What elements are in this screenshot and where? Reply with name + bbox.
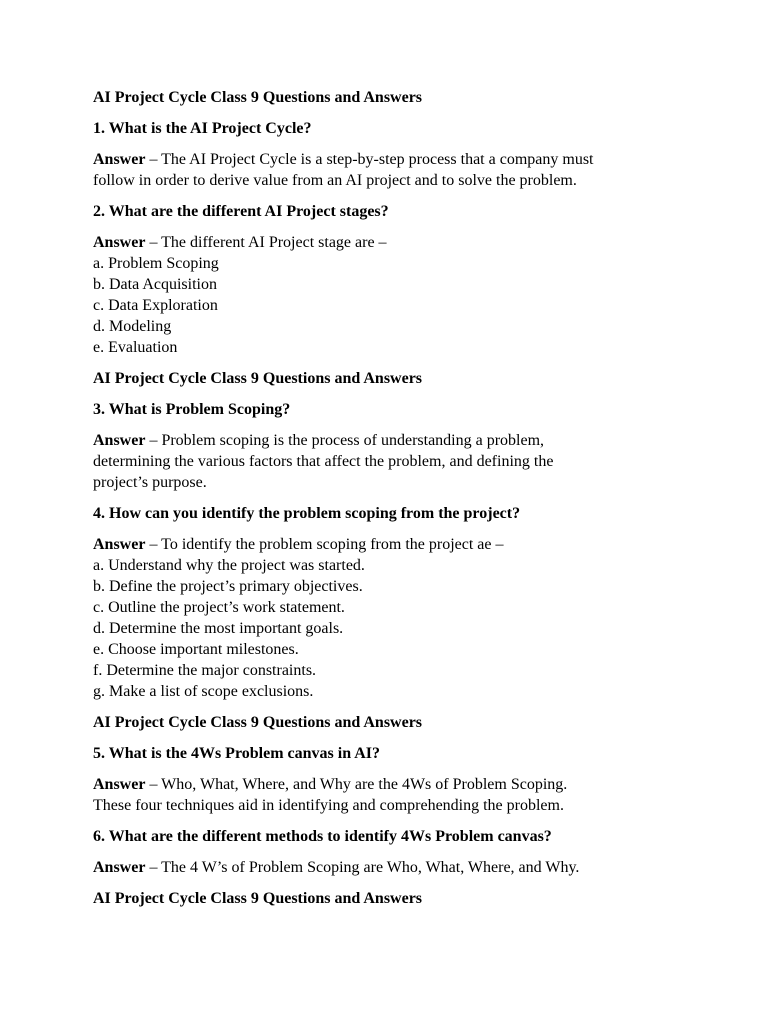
list-item: f. Determine the major constraints. (93, 662, 317, 679)
answer-label: Answer (93, 151, 146, 168)
answer-dash: – (145, 234, 162, 251)
answer-1-line-1: The AI Project Cycle is a step-by-step process that a company must (161, 151, 594, 168)
question-5: 5. What is the 4Ws Problem canvas in AI? (93, 745, 380, 762)
answer-5-line-2: These four techniques aid in identifying and comprehending the problem. (93, 797, 564, 814)
answer-label: Answer (93, 859, 146, 876)
list-item: b. Define the project’s primary objectives. (93, 578, 363, 595)
answer-dash: – (145, 859, 162, 876)
answer-3-line-1: Problem scoping is the process of understanding a problem, (161, 432, 545, 449)
answer-4 (93, 534, 728, 702)
answer-label: Answer (93, 776, 146, 793)
answer-2-intro-text: The different AI Project stage are – (161, 234, 387, 251)
list-item: a. Problem Scoping (93, 255, 219, 272)
answer-3-line-3: project’s purpose. (93, 474, 207, 491)
list-item: d. Modeling (93, 318, 172, 335)
question-4: 4. How can you identify the problem scoping from the project? (93, 505, 521, 522)
answer-dash: – (145, 432, 162, 449)
answer-label: Answer (93, 432, 146, 449)
list-item: a. Understand why the project was started. (93, 557, 365, 574)
question-2: 2. What are the different AI Project stages? (93, 203, 389, 220)
question-3: 3. What is Problem Scoping? (93, 401, 291, 418)
section-heading: AI Project Cycle Class 9 Questions and Answers (93, 370, 423, 387)
answer-5 (93, 774, 728, 816)
answer-4-intro-text: To identify the problem scoping from the project ae – (161, 536, 504, 553)
section-heading: AI Project Cycle Class 9 Questions and Answers (93, 890, 423, 907)
list-item: e. Evaluation (93, 339, 178, 356)
answer-1-line-2: follow in order to derive value from an AI project and to solve the problem. (93, 172, 577, 189)
section-heading: AI Project Cycle Class 9 Questions and Answers (93, 89, 423, 106)
answer-3-line-2: determining the various factors that affect the problem, and defining the (93, 453, 554, 470)
answer-5-line-1: Who, What, Where, and Why are the 4Ws of Problem Scoping. (161, 776, 568, 793)
list-item: c. Outline the project’s work statement. (93, 599, 345, 616)
answer-1 (93, 149, 728, 191)
section-heading: AI Project Cycle Class 9 Questions and Answers (93, 714, 423, 731)
list-item: c. Data Exploration (93, 297, 218, 314)
answer-label: Answer (93, 234, 146, 251)
answer-dash: – (145, 151, 162, 168)
list-item: e. Choose important milestones. (93, 641, 299, 658)
answer-3 (93, 430, 728, 493)
answer-2 (93, 232, 728, 358)
list-item: g. Make a list of scope exclusions. (93, 683, 314, 700)
answer-label: Answer (93, 536, 146, 553)
answer-dash: – (145, 776, 162, 793)
question-6: 6. What are the different methods to identify 4Ws Problem canvas? (93, 828, 552, 845)
answer-4-intro (93, 534, 728, 555)
list-item: b. Data Acquisition (93, 276, 217, 293)
answer-6 (93, 857, 728, 878)
answer-2-intro (93, 232, 728, 253)
answer-dash: – (145, 536, 162, 553)
question-1: 1. What is the AI Project Cycle? (93, 120, 312, 137)
list-item: d. Determine the most important goals. (93, 620, 344, 637)
answer-6-line-1: The 4 W’s of Problem Scoping are Who, What, Where, and Why. (161, 859, 580, 876)
